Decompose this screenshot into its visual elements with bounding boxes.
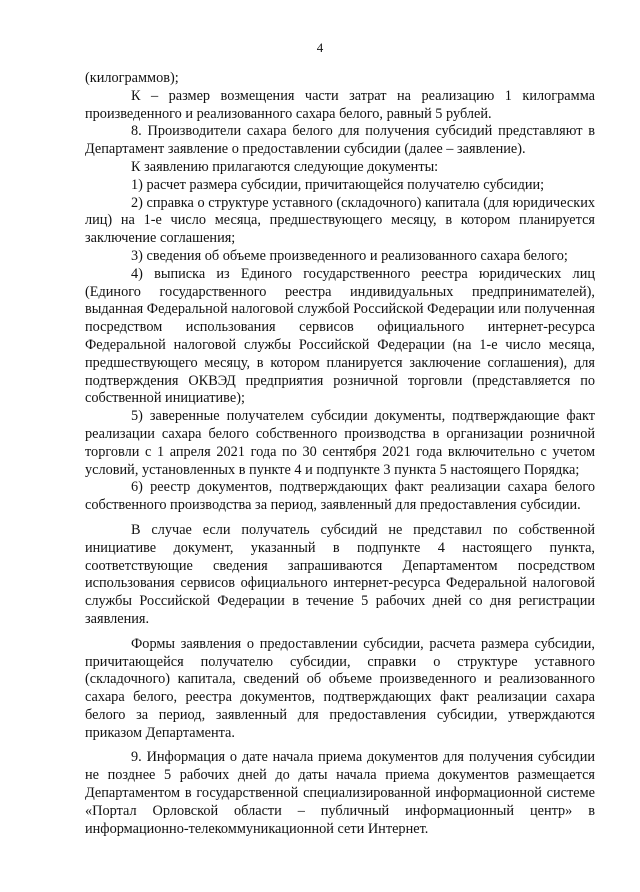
list-item-1: 1) расчет размера субсидии, причитающейся получателю субсидии;: [131, 176, 545, 193]
document-body: [85, 70, 595, 838]
paragraph-clause-9: 9. Информация о дате начала приема документов для получения субсидии не позднее 5 рабочих дней до даты начала приема документов размещается Департаментом в государственной специализированной информационной системе «Портал Орловской области – публичный информационный центр» в информационно-телекоммуникационной сети Интернет.: [85, 749, 595, 837]
paragraph-clause-8: 8. Производители сахара белого для получения субсидий представляют в Департамент заявление о предоставлении субсидии (далее – заявление).: [85, 123, 595, 158]
paragraph-units-continuation: (килограммов);: [85, 70, 179, 86]
list-item-6: 6) реестр документов, подтверждающих факт реализации сахара белого собственного производства за период, заявленный для предоставления субсидии.: [85, 479, 595, 514]
paragraph-missing-document-case: В случае если получатель субсидий не представил по собственной инициативе документ, указанный в подпункте 4 настоящего пункта, соответствующие сведения запрашиваются Департаментом посредством использования сервисов официального интернет-ресурса Федеральной налоговой службы Российской Федерации в течение 5 рабочих дней со дня регистрации заявления.: [85, 521, 595, 627]
page-number: 4: [316, 40, 324, 55]
list-item-5: 5) заверенные получателем субсидии документы, подтверждающие факт реализации сахара белого собственного производства в организации розничной торговли с 1 апреля 2021 года по 30 сентября 2021 года включительно с учетом условий, установленных в пункте 4 и подпункте 3 пункта 5 настоящего Порядка;: [85, 408, 595, 478]
list-item-3: 3) сведения об объеме произведенного и реализованного сахара белого;: [131, 247, 568, 264]
paragraph-attached-documents-intro: К заявлению прилагаются следующие документы:: [131, 158, 439, 175]
paragraph-forms-approval: Формы заявления о предоставлении субсидии, расчета размера субсидии, причитающейся получателю субсидии, справки о структуре уставного (складочного) капитала, сведений об объеме произведенного и реализованного сахара белого, реестра документов, подтверждающих факт реализации сахара белого за период, заявленный для предоставления субсидии, утверждаются приказом Департамента.: [85, 635, 595, 741]
list-item-2: 2) справка о структуре уставного (складочного) капитала (для юридических лиц) на 1-е число месяца, предшествующего месяцу, в котором планируется заключение соглашения;: [85, 194, 595, 247]
paragraph-k-definition: К – размер возмещения части затрат на реализацию 1 килограмма произведенного и реализованного сахара белого, равный 5 рублей.: [85, 87, 595, 122]
list-item-4: 4) выписка из Единого государственного реестра юридических лиц (Единого государственного реестра индивидуальных предпринимателей), выданная Федеральной налоговой службой Российской Федерации или полученная посредством использования сервисов официального интернет-ресурса Федеральной налоговой службы Российской Федерации (на 1-е число месяца, предшествующего месяцу, в котором планируется заключение соглашения), для подтверждения ОКВЭД предприятия розничной торговли (представляется по собственной инициативе);: [85, 265, 595, 407]
